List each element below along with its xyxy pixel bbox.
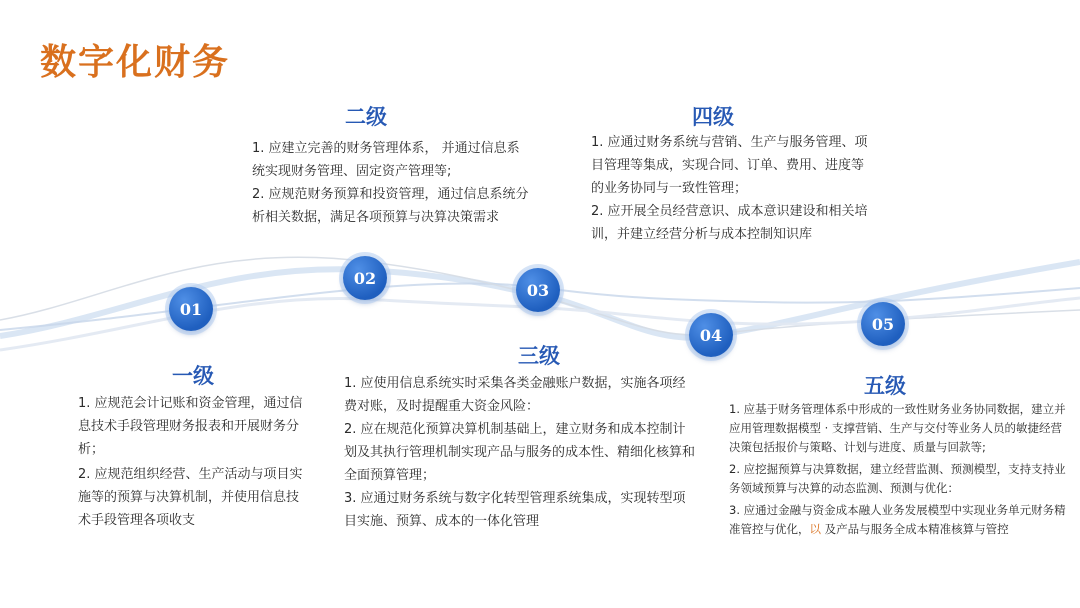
page-title: 数字化财务 <box>40 42 231 83</box>
step-node-02: 02 <box>343 256 387 300</box>
level-2-item-1: 1. 应建立完善的财务管理体系， 并通过信息系统实现财务管理、固定资产管理等; <box>252 141 520 179</box>
level-3-item-1: 1. 应使用信息系统实时采集各类金融账户数据，实施各项经费对账，及时提醒重大资金风险： <box>344 376 686 414</box>
level-2-heading: 二级 <box>345 105 387 129</box>
level-1-heading: 一级 <box>172 364 214 388</box>
level-3-heading: 三级 <box>518 344 560 368</box>
level-1-item-2: 2. 应规范组织经营、生产活动与项目实施等的预算与决算机制，并使用信息技术手段管理各项收支 <box>78 467 303 528</box>
level-5-item-2: 2. 应挖掘预算与决算数据，建立经营监测、预测模型，支持支持业务领域预算与决算的动态监测、预测与优化： <box>729 462 1066 495</box>
step-node-05: 05 <box>861 302 905 346</box>
level-5-item-3-highlight: 以 <box>809 522 821 536</box>
level-3-item-3: 3. 应通过财务系统与数字化转型管理系统集成，实现转型项目实施、预算、成本的一体化管理 <box>344 491 686 529</box>
level-5-item-3 <box>729 501 1073 539</box>
level-5-description <box>729 400 1073 539</box>
level-2-item-2: 2. 应规范财务预算和投资管理，通过信息系统分析相关数据，满足各项预算与决算决策需求 <box>252 187 529 225</box>
step-node-01: 01 <box>169 287 213 331</box>
level-4-heading: 四级 <box>692 105 734 129</box>
level-1-description <box>78 392 310 532</box>
step-node-03: 03 <box>516 268 560 312</box>
level-5-heading: 五级 <box>864 374 906 398</box>
level-4-item-2: 2. 应开展全员经营意识、成本意识建设和相关培训，并建立经营分析与成本控制知识库 <box>591 204 868 242</box>
level-4-description <box>591 131 875 246</box>
level-5-item-3-tail: 及产品与服务全成本精准核算与管控 <box>821 522 1009 536</box>
level-5-item-1: 1. 应基于财务管理体系中形成的一致性财务业务协同数据，建立并应用管理数据模型 · 支撑营销、生产与交付等业务人员的敏捷经营决策包括报价与策略、计划与进度、质量与回款等; <box>729 402 1066 454</box>
step-node-04: 04 <box>689 313 733 357</box>
level-5-item-3-text: 3. 应通过金融与资金成本融人业务发展模型中实现业务单元财务精准管控与优化， <box>729 503 1066 536</box>
level-3-item-2: 2. 应在规范化预算决算机制基础上，建立财务和成本控制计划及其执行管理机制实现产品与服务的成本性、精细化核算和全面预算管理； <box>344 422 696 483</box>
level-3-description <box>344 372 696 533</box>
level-2-description <box>252 137 532 229</box>
level-1-item-1: 1. 应规范会计记账和资金管理，通过信息技术手段管理财务报表和开展财务分析； <box>78 396 303 457</box>
level-4-item-1: 1. 应通过财务系统与营销、生产与服务管理、项目管理等集成，实现合同、订单、费用、进度等的业务协同与一致性管理； <box>591 135 868 196</box>
